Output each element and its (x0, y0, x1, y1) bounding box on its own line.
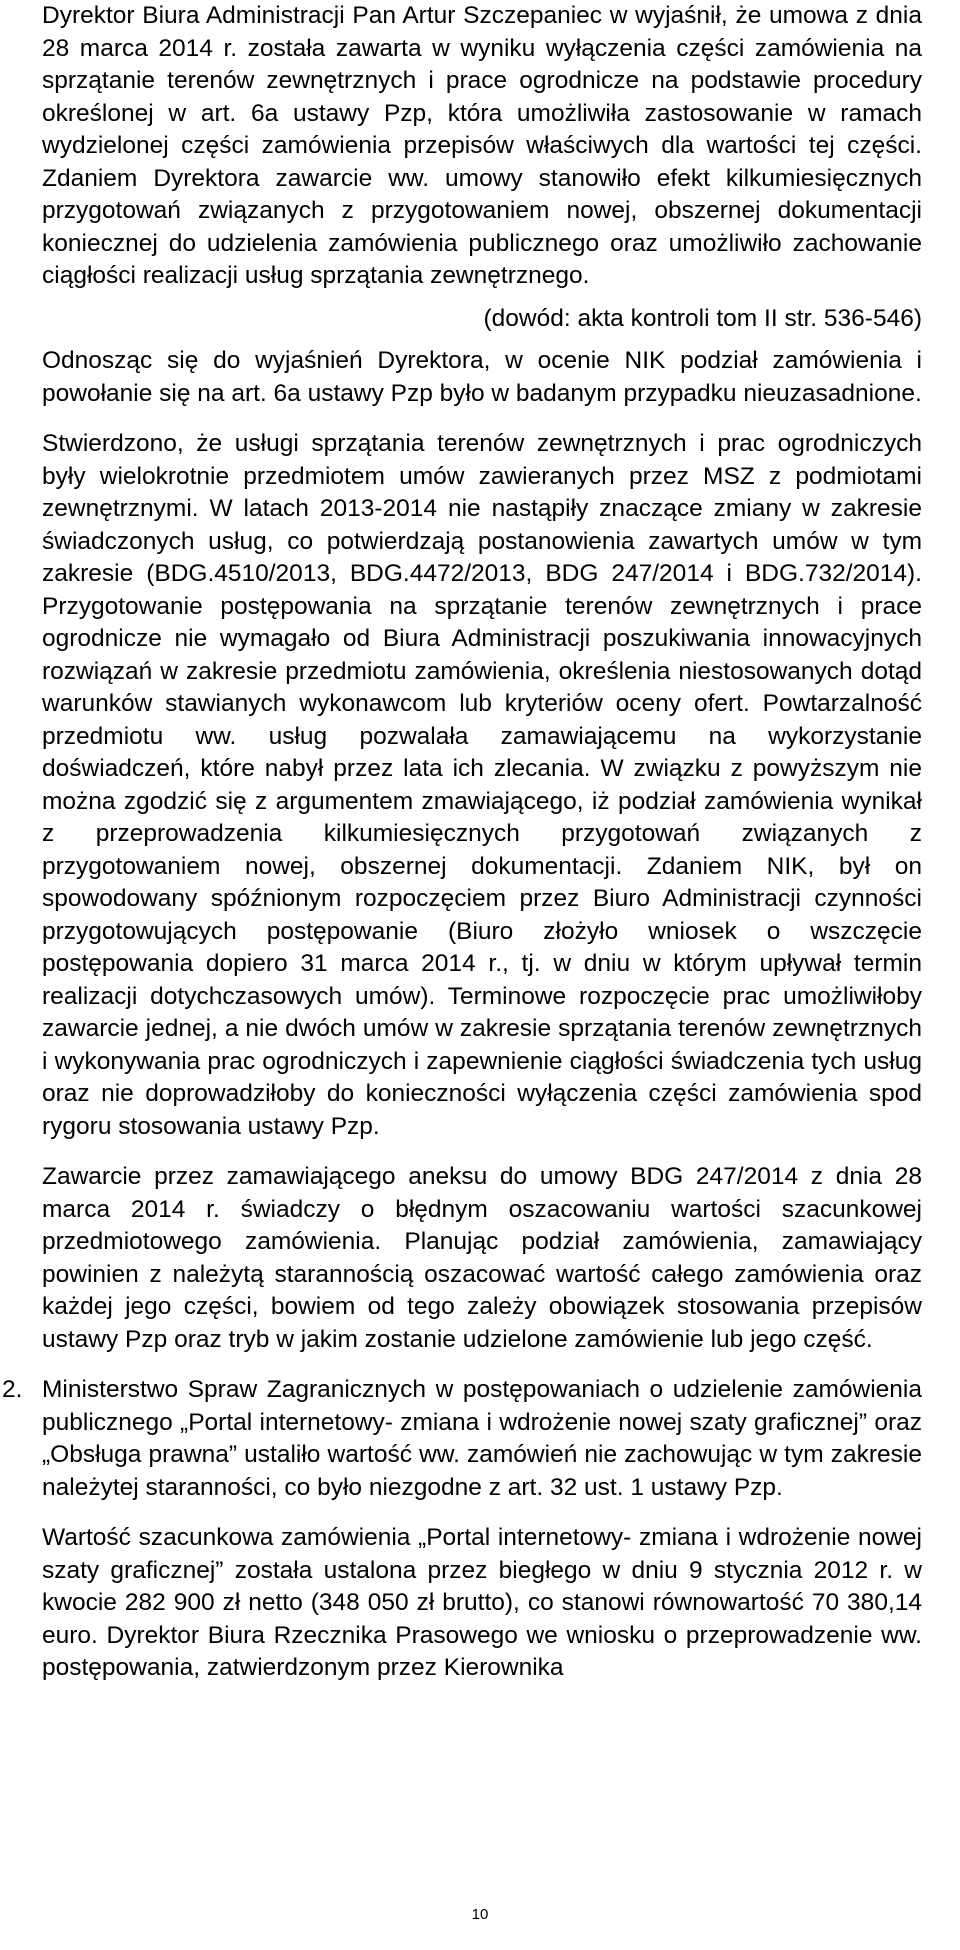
list-item-text: Ministerstwo Spraw Zagranicznych w postępowaniach o udzielenie zamówienia publicznego „Portal internetowy- zmiana i wdrożenie nowej szaty graficznej” oraz „Obsługa prawna” ustaliło wartość ww. zamówień nie zachowując w tym zakresie należytej staranności, co było niezgodne z art. 32 ust. 1 ustawy Pzp. (42, 1376, 922, 1501)
paragraph-nik-assessment: Odnosząc się do wyjaśnień Dyrektora, w ocenie NIK podział zamówienia i powołanie się na art. 6a ustawy Pzp było w badanym przypadku nieuzasadnione. (42, 347, 922, 407)
page-number: 10 (471, 1906, 489, 1923)
evidence-reference: (dowód: akta kontroli tom II str. 536-546) (483, 304, 922, 332)
list-number: 2. (2, 1376, 23, 1403)
paragraph-estimated-value: Wartość szacunkowa zamówienia „Portal internetowy- zmiana i wdrożenie nowej szaty graficznej” została ustalona przez biegłego w dniu 9 stycznia 2012 r. w kwocie 282 900 zł netto (348 050 zł brutto), co stanowi równowartość 70 380,14 euro. Dyrektor Biura Rzecznika Prasowego we wniosku o przeprowadzenie ww. postępowania, zatwierdzonym przez Kierownika (42, 1524, 922, 1681)
paragraph-director-explanation: Dyrektor Biura Administracji Pan Artur Szczepaniec w wyjaśnił, że umowa z dnia 28 marca 2014 r. została zawarta w wyniku wyłączenia części zamówienia na sprzątanie terenów zewnętrznych i prace ogrodnicze na podstawie procedury określonej w art. 6a ustawy Pzp, która umożliwiła zastosowanie w ramach wydzielonej części zamówienia przepisów właściwych dla wartości tej części. Zdaniem Dyrektora zawarcie ww. umowy stanowiło efekt kilkumiesięcznych przygotowań związanych z przygotowaniem nowej, obszernej dokumentacji koniecznej do udzielenia zamówienia publicznego oraz umożliwiło zachowanie ciągłości realizacji usług sprzątania zewnętrznego. (42, 2, 922, 289)
list-item-2 (2, 1374, 922, 1504)
document-page (2, 0, 922, 1685)
paragraph-annex: Zawarcie przez zamawiającego aneksu do umowy BDG 247/2014 z dnia 28 marca 2014 r. świadczy o błędnym oszacowaniu wartości szacunkowej przedmiotowego zamówienia. Planując podział zamówienia, zamawiający powinien z należytą starannością oszacować wartość całego zamówienia oraz każdej jego części, bowiem od tego zależy obowiązek stosowania przepisów ustawy Pzp oraz tryb w jakim zostanie udzielone zamówienie lub jego część. (42, 1163, 922, 1353)
paragraph-findings: Stwierdzono, że usługi sprzątania terenów zewnętrznych i prac ogrodniczych były wielokrotnie przedmiotem umów zawieranych przez MSZ z podmiotami zewnętrznymi. W latach 2013-2014 nie nastąpiły znaczące zmiany w zakresie świadczonych usług, co potwierdzają postanowienia zawartych umów w tym zakresie (BDG.4510/2013, BDG.4472/2013, BDG 247/2014 i BDG.732/2014). Przygotowanie postępowania na sprzątanie terenów zewnętrznych i prace ogrodnicze nie wymagało od Biura Administracji poszukiwania innowacyjnych rozwiązań w zakresie przedmiotu zamówienia, określenia niestosowanych dotąd warunków stawianych wykonawcom lub kryteriów oceny ofert. Powtarzalność przedmiotu ww. usług pozwalała zamawiającemu na wykorzystanie doświadczeń, które nabył przez lata ich zlecania. W związku z powyższym nie można zgodzić się z argumentem zmawiającego, iż podział zamówienia wynikał z przeprowadzenia kilkumiesięcznych przygotowań związanych z przygotowaniem nowej, obszernej dokumentacji. Zdaniem NIK, był on spowodowany spóźnionym rozpoczęciem przez Biuro Administracji czynności przygotowujących postępowanie (Biuro złożyło wniosek o wszczęcie postępowania dopiero 31 marca 2014 r., tj. w dniu w którym upływał termin realizacji dotychczasowych umów). Terminowe rozpoczęcie prac umożliwiłoby zawarcie jednej, a nie dwóch umów w zakresie sprzątania terenów zewnętrznych i wykonywania prac ogrodniczych i zapewnienie ciągłości świadczenia tych usług oraz nie doprowadziłoby do konieczności wyłączenia części zamówienia spod rygoru stosowania ustawy Pzp. (42, 430, 922, 1140)
